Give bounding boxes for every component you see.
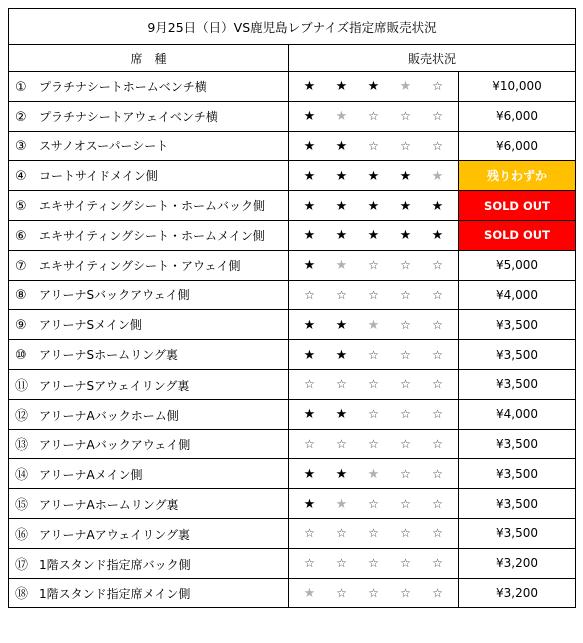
seat-number: ⑦	[15, 258, 27, 274]
table-row	[9, 489, 576, 519]
empty-star-icon: ☆	[432, 109, 443, 124]
empty-star-icon: ☆	[400, 556, 411, 571]
star-icon: ★	[399, 228, 412, 244]
empty-star-icon: ☆	[368, 138, 379, 153]
table-row	[9, 548, 576, 578]
seat-number: ⑭	[15, 468, 29, 484]
empty-star-icon: ☆	[432, 466, 443, 481]
empty-star-icon: ☆	[368, 258, 379, 273]
seat-cell	[9, 459, 289, 489]
star-icon: ★	[303, 585, 316, 601]
seat-name: プラチナシートホームベンチ横	[39, 79, 207, 94]
seat-name: アリーナAバックホーム側	[39, 408, 179, 423]
seat-name: アリーナAバックアウェイ側	[39, 438, 191, 453]
seat-cell	[9, 578, 289, 608]
seat-cell	[9, 220, 289, 250]
seat-number: ⑯	[15, 527, 29, 543]
empty-star-icon: ☆	[304, 556, 315, 571]
empty-star-icon: ☆	[400, 407, 411, 422]
star-icon: ★	[303, 198, 316, 214]
table-row	[9, 310, 576, 340]
empty-star-icon: ☆	[400, 436, 411, 451]
star-icon: ★	[367, 168, 380, 184]
seat-cell	[9, 131, 289, 161]
seat-number: ⑫	[15, 408, 29, 424]
seat-name: エキサイティングシート・ホームバック側	[39, 199, 265, 214]
availability-stars	[289, 191, 459, 221]
availability-stars	[289, 280, 459, 310]
empty-star-icon: ☆	[304, 377, 315, 392]
star-icon: ★	[335, 317, 348, 333]
star-icon: ★	[335, 496, 348, 512]
availability-stars	[289, 429, 459, 459]
empty-star-icon: ☆	[336, 556, 347, 571]
seat-name: アリーナAメイン側	[39, 468, 143, 483]
star-icon: ★	[303, 496, 316, 512]
seat-cell	[9, 489, 289, 519]
table-row	[9, 459, 576, 489]
page-title: 9月25日（日）VS鹿児島レブナイズ指定席販売状況	[9, 9, 576, 45]
table-row	[9, 518, 576, 548]
empty-star-icon: ☆	[368, 347, 379, 362]
availability-stars	[289, 220, 459, 250]
star-icon: ★	[335, 466, 348, 482]
star-icon: ★	[303, 317, 316, 333]
empty-star-icon: ☆	[400, 138, 411, 153]
price-cell: ¥3,500	[459, 310, 576, 340]
empty-star-icon: ☆	[432, 347, 443, 362]
star-icon: ★	[335, 407, 348, 423]
table-row	[9, 220, 576, 250]
seat-sales-table-body	[9, 9, 576, 608]
empty-star-icon: ☆	[432, 407, 443, 422]
star-icon: ★	[335, 138, 348, 154]
seat-cell	[9, 310, 289, 340]
price-cell: ¥6,000	[459, 131, 576, 161]
empty-star-icon: ☆	[336, 526, 347, 541]
seat-number: ④	[15, 169, 27, 185]
seat-cell	[9, 429, 289, 459]
table-row	[9, 161, 576, 191]
availability-stars	[289, 72, 459, 102]
price-cell: ¥3,500	[459, 369, 576, 399]
availability-stars	[289, 548, 459, 578]
availability-stars	[289, 399, 459, 429]
star-icon: ★	[303, 228, 316, 244]
empty-star-icon: ☆	[336, 377, 347, 392]
table-row	[9, 191, 576, 221]
availability-stars	[289, 489, 459, 519]
seat-cell	[9, 161, 289, 191]
empty-star-icon: ☆	[400, 526, 411, 541]
star-icon: ★	[335, 168, 348, 184]
star-icon: ★	[303, 466, 316, 482]
empty-star-icon: ☆	[400, 109, 411, 124]
seat-cell	[9, 72, 289, 102]
table-row	[9, 340, 576, 370]
empty-star-icon: ☆	[304, 436, 315, 451]
star-icon: ★	[303, 258, 316, 274]
seat-number: ⑰	[15, 557, 29, 573]
price-cell: ¥10,000	[459, 72, 576, 102]
availability-stars	[289, 459, 459, 489]
empty-star-icon: ☆	[400, 287, 411, 302]
availability-stars	[289, 250, 459, 280]
star-icon: ★	[303, 407, 316, 423]
empty-star-icon: ☆	[400, 466, 411, 481]
seat-number: ①	[15, 79, 27, 95]
price-cell: ¥3,500	[459, 518, 576, 548]
seat-name: アリーナAホームリング裏	[39, 498, 179, 513]
star-icon: ★	[303, 138, 316, 154]
star-icon: ★	[399, 79, 412, 95]
star-icon: ★	[399, 168, 412, 184]
empty-star-icon: ☆	[400, 377, 411, 392]
empty-star-icon: ☆	[304, 287, 315, 302]
sold-out-badge: SOLD OUT	[459, 191, 576, 221]
seat-name: アリーナSメイン側	[39, 318, 142, 333]
empty-star-icon: ☆	[336, 287, 347, 302]
table-row	[9, 429, 576, 459]
empty-star-icon: ☆	[432, 317, 443, 332]
empty-star-icon: ☆	[432, 79, 443, 94]
price-cell: ¥5,000	[459, 250, 576, 280]
empty-star-icon: ☆	[432, 258, 443, 273]
seat-number: ⑩	[15, 348, 27, 364]
seat-name: コートサイドメイン側	[39, 169, 158, 184]
seat-type-header: 席 種	[9, 45, 289, 72]
table-row	[9, 131, 576, 161]
empty-star-icon: ☆	[368, 377, 379, 392]
sold-out-badge: SOLD OUT	[459, 220, 576, 250]
empty-star-icon: ☆	[368, 556, 379, 571]
seat-cell	[9, 191, 289, 221]
star-icon: ★	[303, 168, 316, 184]
empty-star-icon: ☆	[400, 317, 411, 332]
seat-cell	[9, 369, 289, 399]
sales-status-header: 販売状況	[289, 45, 576, 72]
seat-name: アリーナSホームリング裏	[39, 348, 178, 363]
empty-star-icon: ☆	[368, 287, 379, 302]
star-icon: ★	[367, 228, 380, 244]
star-icon: ★	[303, 347, 316, 363]
price-cell: ¥3,200	[459, 578, 576, 608]
price-cell: ¥4,000	[459, 399, 576, 429]
star-icon: ★	[431, 228, 444, 244]
table-row	[9, 578, 576, 608]
seat-cell	[9, 399, 289, 429]
seat-name: 1階スタンド指定席メイン側	[39, 587, 191, 602]
seat-number: ⑧	[15, 288, 27, 304]
seat-number: ②	[15, 109, 27, 125]
empty-star-icon: ☆	[432, 138, 443, 153]
empty-star-icon: ☆	[368, 526, 379, 541]
star-icon: ★	[335, 347, 348, 363]
star-icon: ★	[367, 317, 380, 333]
availability-stars	[289, 131, 459, 161]
seat-name: アリーナAアウェイリング裏	[39, 527, 191, 542]
star-icon: ★	[367, 466, 380, 482]
star-icon: ★	[367, 79, 380, 95]
star-icon: ★	[335, 198, 348, 214]
seat-cell	[9, 250, 289, 280]
empty-star-icon: ☆	[432, 436, 443, 451]
seat-number: ⑤	[15, 199, 27, 215]
seat-number: ③	[15, 139, 27, 155]
empty-star-icon: ☆	[368, 109, 379, 124]
empty-star-icon: ☆	[368, 585, 379, 600]
seat-name: エキサイティングシート・ホームメイン側	[39, 228, 265, 243]
availability-stars	[289, 369, 459, 399]
empty-star-icon: ☆	[432, 377, 443, 392]
seat-name: エキサイティングシート・アウェイ側	[39, 258, 241, 273]
price-cell: ¥3,200	[459, 548, 576, 578]
seat-cell	[9, 340, 289, 370]
table-row	[9, 399, 576, 429]
seat-name: 1階スタンド指定席バック側	[39, 557, 191, 572]
star-icon: ★	[335, 228, 348, 244]
empty-star-icon: ☆	[368, 407, 379, 422]
empty-star-icon: ☆	[400, 258, 411, 273]
price-cell: ¥6,000	[459, 101, 576, 131]
empty-star-icon: ☆	[368, 436, 379, 451]
availability-stars	[289, 518, 459, 548]
star-icon: ★	[431, 198, 444, 214]
star-icon: ★	[303, 79, 316, 95]
star-icon: ★	[399, 198, 412, 214]
availability-stars	[289, 101, 459, 131]
empty-star-icon: ☆	[432, 287, 443, 302]
star-icon: ★	[367, 198, 380, 214]
empty-star-icon: ☆	[336, 436, 347, 451]
title-row	[9, 9, 576, 45]
availability-stars	[289, 578, 459, 608]
price-cell: ¥3,500	[459, 429, 576, 459]
seat-number: ⑥	[15, 228, 27, 244]
empty-star-icon: ☆	[400, 347, 411, 362]
seat-cell	[9, 101, 289, 131]
star-icon: ★	[335, 109, 348, 125]
availability-stars	[289, 310, 459, 340]
seat-number: ⑨	[15, 318, 27, 334]
price-cell: ¥3,500	[459, 459, 576, 489]
seat-cell	[9, 280, 289, 310]
table-row	[9, 72, 576, 102]
seat-number: ⑪	[15, 378, 29, 394]
few-left-badge: 残りわずか	[459, 161, 576, 191]
empty-star-icon: ☆	[368, 496, 379, 511]
star-icon: ★	[303, 109, 316, 125]
seat-cell	[9, 518, 289, 548]
empty-star-icon: ☆	[432, 496, 443, 511]
table-row	[9, 250, 576, 280]
star-icon: ★	[335, 258, 348, 274]
price-cell: ¥3,500	[459, 489, 576, 519]
table-row	[9, 280, 576, 310]
price-cell: ¥3,500	[459, 340, 576, 370]
availability-stars	[289, 161, 459, 191]
price-cell: ¥4,000	[459, 280, 576, 310]
empty-star-icon: ☆	[336, 585, 347, 600]
empty-star-icon: ☆	[432, 556, 443, 571]
seat-name: スサノオスーパーシート	[39, 139, 169, 154]
table-row	[9, 101, 576, 131]
seat-number: ⑬	[15, 438, 29, 454]
empty-star-icon: ☆	[432, 526, 443, 541]
seat-name: プラチナシートアウェイベンチ横	[39, 109, 218, 124]
seat-name: アリーナSアウェイリング裏	[39, 378, 190, 393]
table-row	[9, 369, 576, 399]
seat-cell	[9, 548, 289, 578]
seat-name: アリーナSバックアウェイ側	[39, 288, 190, 303]
seat-number: ⑱	[15, 587, 29, 603]
empty-star-icon: ☆	[400, 496, 411, 511]
seat-sales-table	[8, 8, 576, 608]
star-icon: ★	[335, 79, 348, 95]
seat-number: ⑮	[15, 498, 29, 514]
empty-star-icon: ☆	[432, 585, 443, 600]
header-row	[9, 45, 576, 72]
empty-star-icon: ☆	[400, 585, 411, 600]
availability-stars	[289, 340, 459, 370]
star-icon: ★	[431, 168, 444, 184]
empty-star-icon: ☆	[304, 526, 315, 541]
